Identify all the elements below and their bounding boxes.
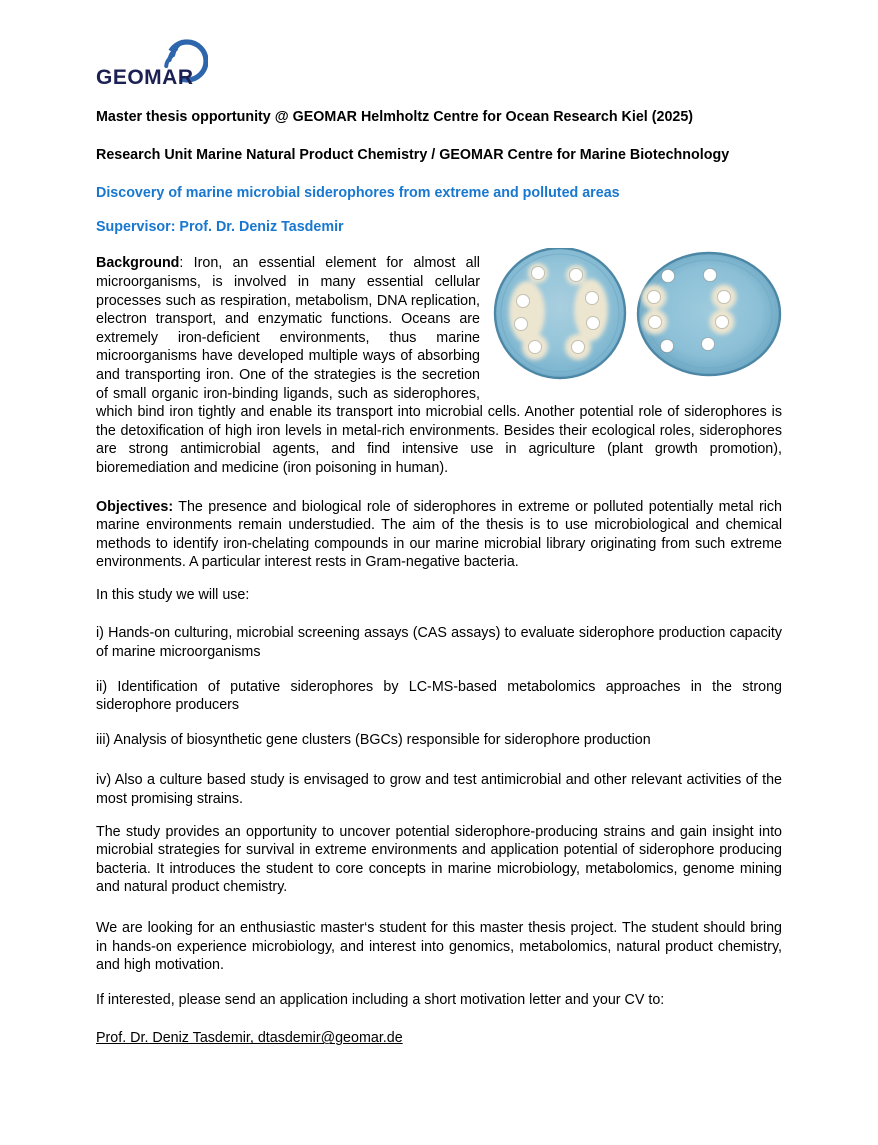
background-text: : Iron, an essential element for almost all microorganisms, is involved in many essential cellular processes such as respiration, metabolism, DNA replication, electron transport, and enzymatic functions. Oceans are extremely iron-deficient environments, thus marine microorganisms have developed multiple ways of absorbing and transporting iron. One of the strategies is the secretion of small organic iron-binding ligands, such as siderophores, which bind iron tightly and enable its transport into microbial cells. Another potential role of siderophores is the detoxification of high iron levels in metal-rich environments. Besides their ecological roles, siderophores are strong antimicrobial agents, and find intensive use in agriculture (plant growth promotion), bioremediation and medicine (iron poisoning in human). xyxy=(96,255,782,476)
method-item-1: i) Hands-on culturing, microbial screening assays (CAS assays) to evaluate siderophore production capacity of marine microorganisms xyxy=(96,625,782,661)
geomar-logo xyxy=(96,36,236,90)
study-value-paragraph: The study provides an opportunity to uncover potential siderophore-producing strains and gain insight into microbial strategies for survival in extreme environments and application potential of siderophore producing bacteria. It introduces the student to core concepts in marine microbiology, metabolomics, genome mining and natural product chemistry. xyxy=(96,823,782,896)
contact-email-link[interactable]: Prof. Dr. Deniz Tasdemir, dtasdemir@geomar.de xyxy=(96,1030,403,1047)
petri-dish-left xyxy=(495,248,625,378)
method-item-2: ii) Identification of putative siderophores by LC-MS-based metabolomics approaches in the strong siderophore producers xyxy=(96,678,782,714)
page-title: Master thesis opportunity @ GEOMAR Helmholtz Centre for Ocean Research Kiel (2025) xyxy=(96,109,694,125)
method-item-3: iii) Analysis of biosynthetic gene clusters (BGCs) responsible for siderophore production xyxy=(96,731,651,748)
objectives-paragraph xyxy=(96,498,782,572)
contact-line xyxy=(96,1029,782,1048)
candidate-paragraph: We are looking for an enthusiastic master‘s student for this master thesis project. The student should bring in hands-on experience microbiology, and interest into genomics, metabolomics, natural product chemistry, and high motivation. xyxy=(96,920,782,974)
research-unit-heading: Research Unit Marine Natural Product Chemistry / GEOMAR Centre for Marine Biotechnology xyxy=(96,146,730,163)
apply-instruction: If interested, please send an application including a short motivation letter and your CV to: xyxy=(96,991,665,1008)
cas-assay-petri-dishes-image xyxy=(490,248,782,382)
method-item-4: iv) Also a culture based study is envisaged to grow and test antimicrobial and other relevant activities of the most promising strains. xyxy=(96,772,782,808)
geomar-logo-text: GEOMAR xyxy=(96,66,194,90)
objectives-label: Objectives: xyxy=(96,498,174,515)
objectives-text: The presence and biological role of siderophores in extreme or polluted potentially metal rich marine environments remain understudied. The aim of the thesis is to use microbiological and chemical methods to identify iron-chelating compounds in our marine microbial library originating from such extreme environments. A particular interest rests in Gram-negative bacteria. xyxy=(96,498,782,571)
petri-dish-right xyxy=(638,253,780,375)
topic-heading: Discovery of marine microbial siderophores from extreme and polluted areas xyxy=(96,185,620,202)
supervisor-heading: Supervisor: Prof. Dr. Deniz Tasdemir xyxy=(96,218,344,235)
study-intro: In this study we will use: xyxy=(96,586,250,603)
background-section xyxy=(96,254,782,477)
background-label: Background xyxy=(96,255,180,272)
